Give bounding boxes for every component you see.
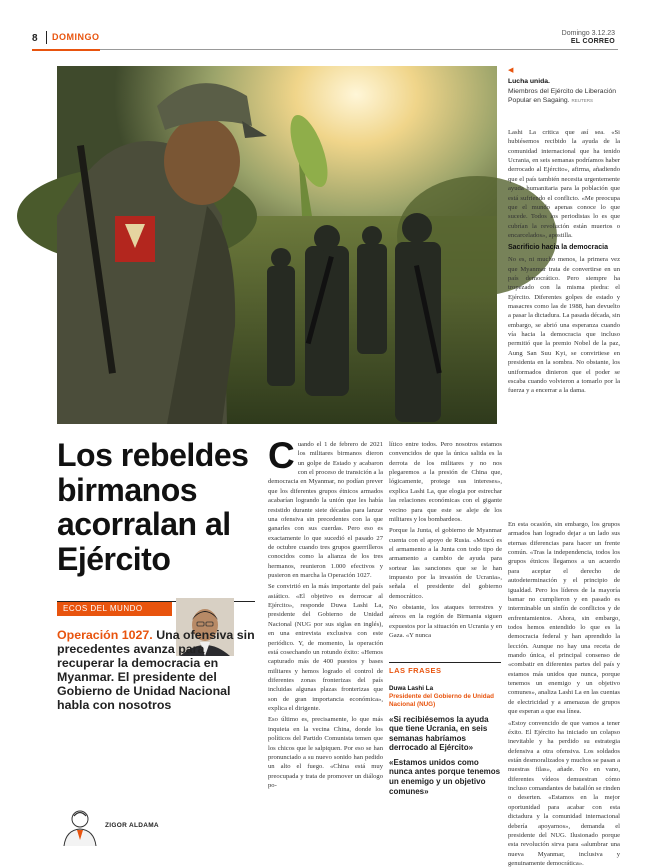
speaker-role: Presidente del Gobierno de Unidad Nacional (NUG) — [389, 693, 494, 709]
quotes-speaker — [389, 685, 501, 710]
caption-arrow-icon: ◀ — [508, 67, 514, 74]
column-2 — [389, 440, 502, 658]
quote: «Si recibiésemos la ayuda que tiene Ucrania, en seis semanas habríamos derrocado al Ejército» — [389, 714, 489, 753]
paragraph: No obstante, los ataques terrestres y aéreos en la región de Birmania siguen expuestos por la situación en Ucrania y en Gaza. «Y nunca — [389, 604, 502, 640]
caption-title: Lucha unida. — [508, 78, 550, 86]
issue-date: Domingo 3.12.23 — [561, 30, 615, 37]
paragraph: Eso último es, precisamente, lo que más inquieta en la vecina China, donde los políticos del Partido Comunista temen que los chicos que le salpiquen. Por eso se han pronunciado a su nuevo sonido han pedido un alto el fuego. «China está muy preocupada y trata de promover un diálogo po- — [268, 716, 383, 789]
intro-text: Una ofensiva sin precedentes avanza para recuperar la democracia en Myanmar. El presidente del Gobierno de Unidad Nacional habla con nosotros — [57, 628, 255, 713]
subheading: Sacrificio hacia la democracia — [508, 244, 608, 252]
page-header — [0, 0, 650, 58]
paragraph: uando el 1 de febrero de 2021 los militares birmanos dieron un golpe de Estado y acabaron con el proceso de transición a la democracia en Myanmar, no podían prever que los diferentes grupos étnicos armados acabarían logrando la unión que les había resistido durante siete décadas para lanzar una ofensiva sin precedentes con la que ganarles con sus cuerdas. Pero eso es exactamente lo que sucedió el pasado 27 de octubre cuando tres grupos guerrilleros conocidos como la alianza de los tres hermanos, reunieron 1.000 efectivos y pusieron en marcha la Operación 1027. — [268, 441, 383, 580]
author-illustration — [57, 808, 103, 846]
intro-highlight: Operación 1027. — [57, 628, 153, 642]
column-3-top — [508, 128, 620, 398]
header-rule — [32, 49, 618, 50]
author-name: ZIGOR ALDAMA — [105, 822, 159, 829]
section-name: DOMINGO — [52, 32, 100, 42]
quotes-box — [389, 662, 501, 796]
header-separator — [46, 31, 47, 44]
photo-caption — [508, 66, 620, 105]
page-number: 8 — [32, 33, 38, 44]
column-1 — [268, 435, 383, 792]
intro — [57, 628, 257, 712]
paragraph: No es, ni mucho menos, la primera vez que Myanmar trata de convertirse en un país democrático. Pero siempre ha tropezado con la misma piedra: el Ejército. Diferentes golpes de estado y masacres como las de 1988, han devuelto a pasar la dictadura. La pasada década, sin embargo, se abrió una esperanza cuando vía hacia la democracia que incluso permitió que la premio Nobel de la paz, Aung San Suu Kyi, se convirtiese en presidenta en la sombra. No obstante, los uniformados dinieron que el poder se escaba cuando volvieron a tomarlo por la fuerza y a encerrar a la dama. — [508, 256, 620, 395]
paragraph: Se convirtió en la más importante del país asiático. «El objetivo es derrocar al Ejército», responde Duwa Lashi La, presidente del Gobierno de Unidad Nacional (NUG por sus siglas en inglés), en una entrevista exclusiva con este periódico. Y, de momento, la operación está cosechando un rotundo éxito: «Hemos capturado más de 400 puestos y bases militares y hemos logrado el control de diferentes zonas fronterizas del país incluidas algunas plazas fronterizas que son de gran importancia económica», explica el dirigente. — [268, 583, 383, 713]
paragraph: Lashi La critica que así sea. «Si hubiésemos recibido la ayuda de la comunidad internacional que ha tenido Ucrania, en seis semanas podríamos haber derrocado al Ejército», afirma, añadiendo que el país también necesita urgentemente ayuda humanitaria para la población que está sufriendo el conflicto. «Me preocupa que el mundo apenas conoce lo que sucede. Todos los periodistas lo es que cubrían la revolución están muertos o encarcelados», apostilla. — [508, 129, 620, 239]
quote: «Estamos unidos como nunca antes porque tenemos un enemigo y un objetivo comunes» — [389, 757, 501, 796]
newspaper-name: EL CORREO — [570, 38, 615, 45]
caption-text: Miembros del Ejército de Liberación Popular en Sagaing. — [508, 87, 617, 104]
quotes-title: LAS FRASES — [389, 666, 442, 675]
paragraph: «Estoy convencido de que vamos a tener éxito. El Ejército ha iniciado un colapso inevitable y ha perdido su estrategia defensiva a otra ofensiva. Los soldados están desmoralizados y muchos se pasan a nuestras filas», añade. No en vano, diferentes vídeos demuestran cómo incluso comandantes de batallón se rinden o deserten. «Estamos en la mejor oportunidad para acabar con esta dictadura y la comunidad internacional debería apoyarnos», demanda el presidente del NUG. Ilusionado porque esta revolución sirva para «alumbrar una nueva Myanmar, inclusiva y genuinamente democrática». — [508, 719, 620, 867]
section-tag: ECOS DEL MUNDO — [57, 602, 172, 616]
column-3-bottom — [508, 520, 620, 867]
speaker-name: Duwa Lashi La — [389, 685, 434, 692]
header-accent-rule — [32, 49, 100, 51]
paragraph: Porque la Junta, el gobierno de Myanmar cuenta con el apoyo de Rusia. «Moscú es el armamento a la Junta con todo tipo de armamento a cambio de ayuda para sortear las sanciones que se le han impuesto por la invasión de Ucrania», señala el presidente del gobierno democrático. — [389, 527, 502, 600]
quotes-rule — [389, 662, 501, 663]
dropcap: C — [268, 435, 295, 476]
soldiers-photo — [57, 66, 497, 424]
photo-credit: REUTERS — [571, 97, 594, 103]
paragraph: lítico entre todos. Pero nosotros estamos convencidos de que la única salida es la derrota de los militares y no nos plegaremos a la presión de China que, lógicamente, protege sus intereses», explica Lashi La, que elogia por estrechar las relaciones económicas con el gigante vecino para que este se aleje de los militares y los bombardeos. — [389, 441, 502, 523]
paragraph: En esta ocasión, sin embargo, los grupos armados han logrado dejar a un lado sus eternas diferencias para hacer un frente común. «Tras la independencia, todos los grupos étnicos llegamos a un acuerdo para aceptar el derecho de autodeterminación y el principio de igualdad. Pero los líderes de la mayoría bamar no cumplieron y en pasado es interminable un sinfín de conflictos y de enfrentamientos. Ahora, sin embargo, todos hemos entendido lo que es la democracia federal y han aprendido la lección. Aunque no hay una receta de mando única, el principal consenso de «combatir en diferentes partes del país y estamos más unidos que nunca, porque tenemos un enemigo y un objetivo comunes», analiza Lashi La en las cuentas de electricidad y a amenazas de grupos que esperan a que esa línea. — [508, 521, 620, 716]
headline: Los rebeldes birmanos acorralan al Ejército — [57, 437, 249, 577]
